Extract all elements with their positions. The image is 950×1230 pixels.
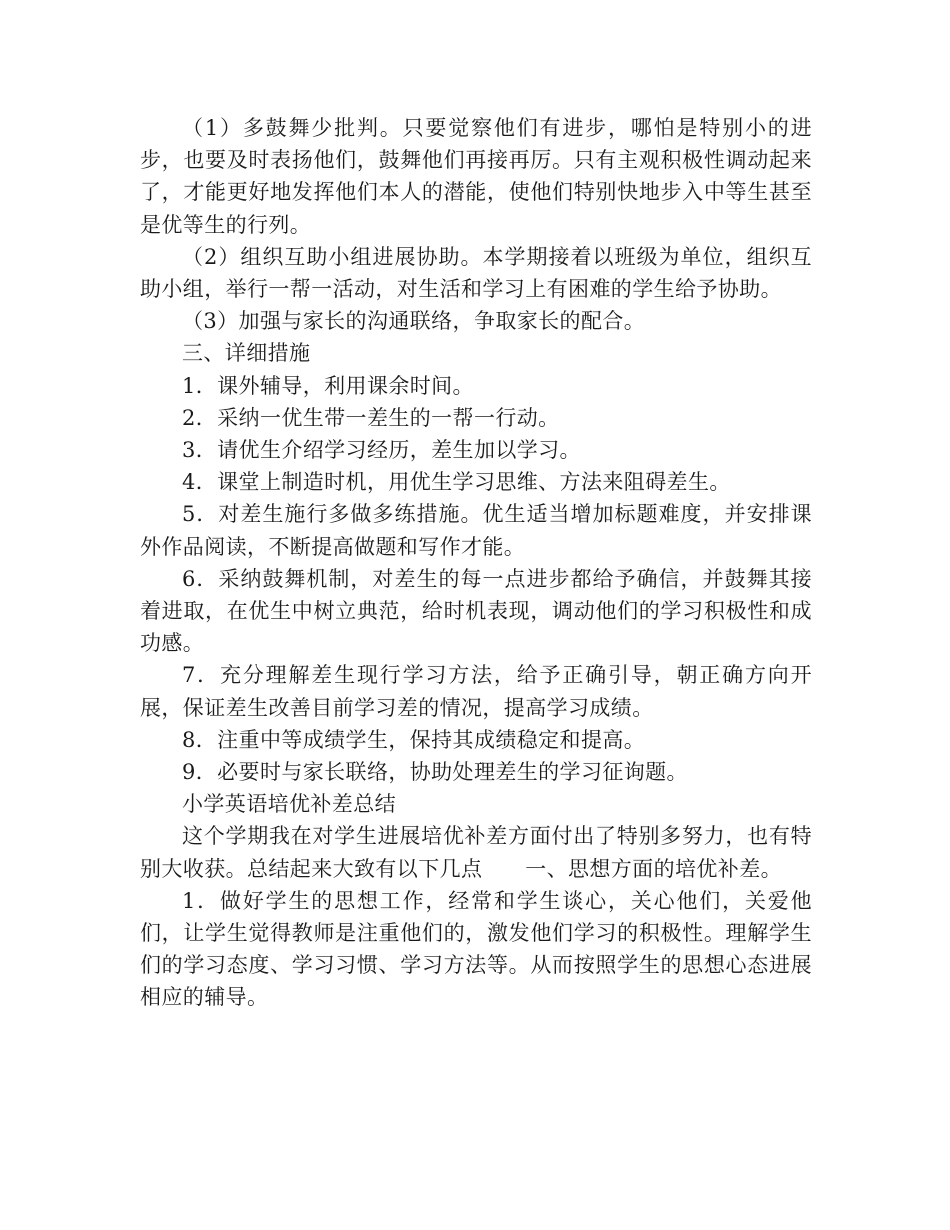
section-title-summary: 小学英语培优补差总结 (182, 792, 396, 817)
paragraph-thought-work: 1．做好学生的思想工作，经常和学生谈心，关心他们，关爱他们，让学生觉得教师是注重他们的，激发他们学习的积极性。理解学生们的学习态度、学习习惯、学习方法等。从而按照学生的思想心态进展相应的辅导。 (140, 888, 812, 1010)
paragraph-parent-contact: （3）加强与家长的沟通联络，争取家长的配合。 (182, 309, 646, 334)
section-heading-measures: 三、详细措施 (182, 341, 311, 366)
list-item-8: 8．注重中等成绩学生，保持其成绩稳定和提高。 (182, 727, 646, 752)
list-item-7: 7．充分理解差生现行学习方法，给予正确引导，朝正确方向开展，保证差生改善目前学习差的情况，提高学习成绩。 (140, 663, 812, 720)
document-body (140, 112, 812, 1014)
list-item-9: 9．必要时与家长联络，协助处理差生的学习征询题。 (182, 760, 688, 785)
list-item-5: 5．对差生施行多做多练措施。优生适当增加标题难度，并安排课外作品阅读，不断提高做题和写作才能。 (140, 502, 812, 559)
list-item-2: 2．采纳一优生带一差生的一帮一行动。 (182, 405, 560, 430)
list-item-1: 1．课外辅导，利用课余时间。 (182, 373, 474, 398)
list-item-6: 6．采纳鼓舞机制，对差生的每一点进步都给予确信，并鼓舞其接着进取，在优生中树立典范，给时机表现，调动他们的学习积极性和成功感。 (140, 566, 812, 656)
list-item-3: 3．请优生介绍学习经历，差生加以学习。 (182, 438, 581, 463)
paragraph-encourage: （1）多鼓舞少批判。只要觉察他们有进步，哪怕是特别小的进步，也要及时表扬他们，鼓舞他们再接再厉。只有主观积极性调动起来了，才能更好地发挥他们本人的潜能，使他们特别快地步入中等生甚至是优等生的行列。 (140, 116, 812, 237)
paragraph-summary-intro: 这个学期我在对学生进展培优补差方面付出了特别多努力，也有特别大收获。总结起来大致有以下几点 一、思想方面的培优补差。 (140, 824, 812, 881)
list-item-4: 4．课堂上制造时机，用优生学习思维、方法来阻碍差生。 (182, 470, 731, 495)
paragraph-mutual-help: （2）组织互助小组进展协助。本学期接着以班级为单位，组织互助小组，举行一帮一活动，对生活和学习上有困难的学生给予协助。 (140, 244, 812, 302)
